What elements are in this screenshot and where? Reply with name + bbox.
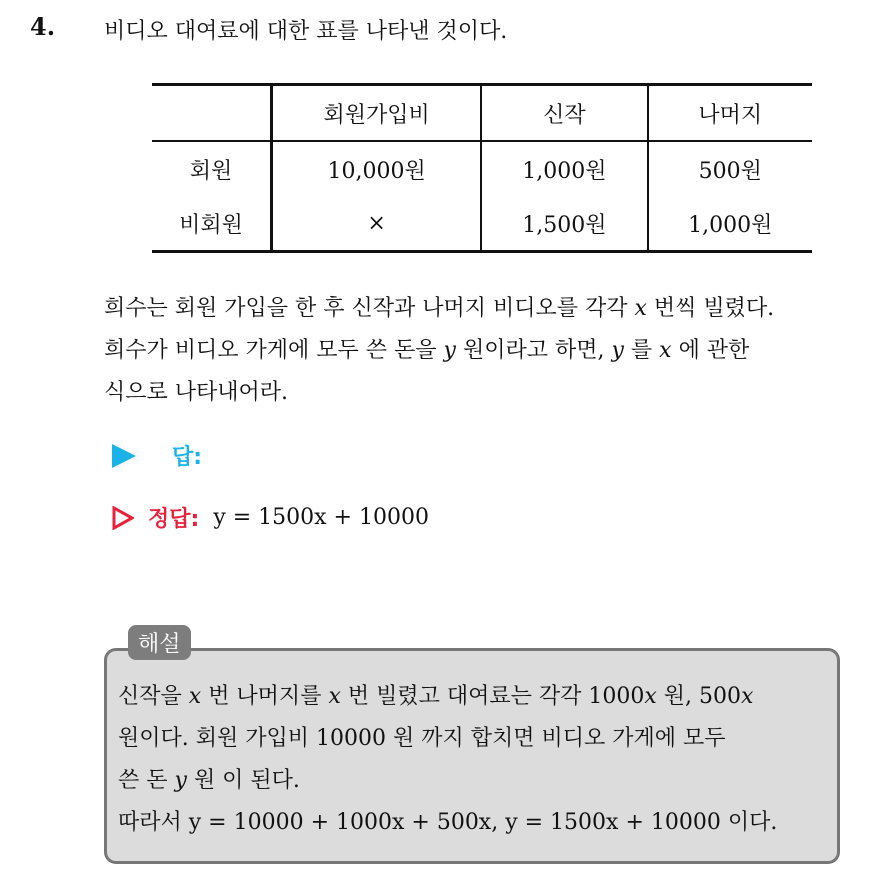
explanation-line — [118, 676, 830, 718]
answer-label: 답: — [172, 445, 203, 470]
table-cell: 500원 — [648, 141, 812, 196]
row-header: 비회원 — [152, 196, 272, 252]
text-segment: 에 관한 — [678, 338, 750, 363]
column-header: 회원가입비 — [272, 85, 482, 142]
table-cell: × — [272, 196, 482, 252]
text-segment: 희수가 비디오 가게에 모두 쓴 돈을 — [104, 338, 437, 363]
table-header-row — [152, 85, 812, 142]
variable-x: x — [328, 684, 341, 709]
variable-x: x — [644, 684, 657, 709]
rental-fee-table — [152, 83, 812, 253]
variable-x: x — [741, 684, 754, 709]
table-row — [152, 196, 812, 252]
explanation-line — [118, 760, 830, 802]
text-segment: 번 빌렸고 대여료는 각각 1000 — [347, 684, 645, 709]
text-segment: 번씩 빌렸다. — [653, 296, 775, 321]
table-row — [152, 141, 812, 196]
text-segment: 번 나머지를 — [208, 684, 322, 709]
text-segment: 원, 500 — [663, 684, 742, 709]
column-header: 신작 — [481, 85, 647, 142]
variable-x: x — [634, 296, 647, 321]
play-triangle-icon — [112, 444, 136, 468]
problem-line — [104, 330, 874, 372]
row-header: 회원 — [189, 158, 233, 184]
variable-y: y — [174, 768, 187, 793]
answer-row — [112, 440, 202, 471]
problem-line — [104, 288, 874, 330]
table-cell: 1,000원 — [648, 196, 812, 252]
answer-key-row — [112, 502, 429, 533]
table-cell: 1,500원 — [481, 196, 647, 252]
variable-x: x — [188, 684, 202, 709]
explanation-tag: 해설 — [128, 625, 191, 660]
explanation-line: 원이다. 회원 가입비 10000 원 까지 합치면 비디오 가게에 모두 — [118, 726, 726, 751]
text-segment: 를 — [630, 338, 653, 363]
outline-triangle-icon — [112, 506, 134, 530]
text-segment: 쓴 돈 — [118, 768, 168, 793]
answer-key-label: 정답: — [148, 507, 200, 532]
table-cell: 1,000원 — [481, 141, 647, 196]
explanation-text — [118, 676, 830, 844]
variable-y: y — [443, 338, 456, 363]
table-corner-cell — [152, 85, 272, 142]
problem-line: 식으로 나타내어라. — [104, 380, 289, 405]
problem-text — [104, 288, 874, 414]
question-number: 4. — [30, 12, 56, 41]
answer-key-equation: y = 1500x + 10000 — [213, 505, 429, 530]
text-segment: 원이라고 하면, — [462, 338, 605, 363]
question-title: 비디오 대여료에 대한 표를 나타낸 것이다. — [104, 19, 508, 44]
text-segment: 신작을 — [118, 684, 182, 709]
table-cell: 10,000원 — [272, 141, 482, 196]
variable-y: y — [611, 338, 624, 363]
text-segment: 희수는 회원 가입을 한 후 신작과 나머지 비디오를 각각 — [104, 296, 628, 321]
column-header: 나머지 — [648, 85, 812, 142]
explanation-line: 따라서 y = 10000 + 1000x + 500x, y = 1500x + 10000 이다. — [118, 810, 778, 835]
variable-x: x — [659, 338, 672, 363]
text-segment: 원 이 된다. — [193, 768, 300, 793]
